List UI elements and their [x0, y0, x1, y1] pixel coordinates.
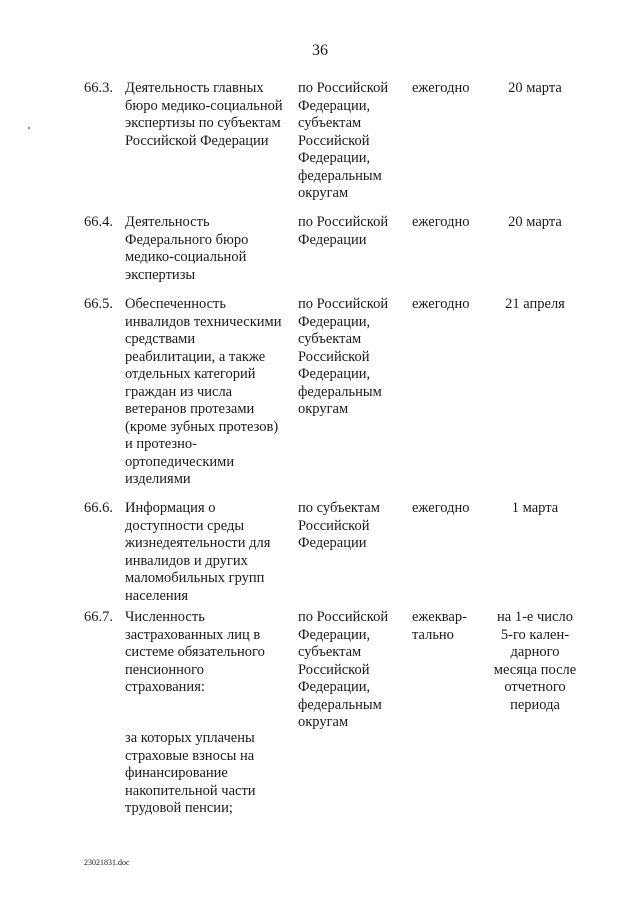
- item-region: по Российской Федерации, субъектам Российской Федерации, федеральным округам: [298, 80, 389, 201]
- item-region: по Российской Федерации, субъектам Российской Федерации, федеральным округам: [298, 296, 389, 417]
- item-deadline: 20 марта: [508, 80, 562, 96]
- item-number: 66.4.: [84, 214, 113, 230]
- sub-item-text: за которых уплачены страховые взносы на финансирование накопительной части трудовой пенсии;: [125, 730, 256, 816]
- item-deadline: 21 апреля: [505, 296, 565, 312]
- item-number: 66.7.: [84, 609, 113, 625]
- page-number: 36: [312, 42, 328, 59]
- item-name: Деятельность Федерального бюро медико-социальной экспертизы: [125, 214, 249, 283]
- item-number: 66.6.: [84, 500, 113, 516]
- scan-margin-mark: [28, 127, 30, 129]
- item-frequency: ежеквар- тально: [412, 609, 467, 643]
- item-frequency: ежегодно: [412, 296, 470, 312]
- item-name: Деятельность главных бюро медико-социальной экспертизы по субъектам Российской Федерации: [125, 80, 283, 149]
- item-deadline: 1 марта: [511, 500, 559, 516]
- item-name: Численность застрахованных лиц в системе обязательного пенсионного страхования:: [125, 609, 265, 695]
- item-deadline: 20 марта: [508, 214, 562, 230]
- item-number: 66.3.: [84, 80, 113, 96]
- item-region: по субъектам Российской Федерации: [298, 500, 380, 551]
- item-region: по Российской Федерации: [298, 214, 389, 248]
- item-name: Обеспеченность инвалидов техническими средствами реабилитации, а также отдельных категорий граждан из числа ветеранов протезами (кроме зубных протезов) и протезно- ортопедическими изделиями: [125, 296, 282, 487]
- item-frequency: ежегодно: [412, 80, 470, 96]
- item-region: по Российской Федерации, субъектам Российской Федерации, федеральным округам: [298, 609, 389, 730]
- item-number: 66.5.: [84, 296, 113, 312]
- item-frequency: ежегодно: [412, 500, 470, 516]
- item-deadline: на 1-е число 5-го кален- дарного месяца после отчетного периода: [493, 609, 577, 713]
- item-frequency: ежегодно: [412, 214, 470, 230]
- document-filename: 23021831.doc: [84, 858, 130, 867]
- item-name: Информация о доступности среды жизнедеятельности для инвалидов и других маломобильных групп населения: [125, 500, 271, 604]
